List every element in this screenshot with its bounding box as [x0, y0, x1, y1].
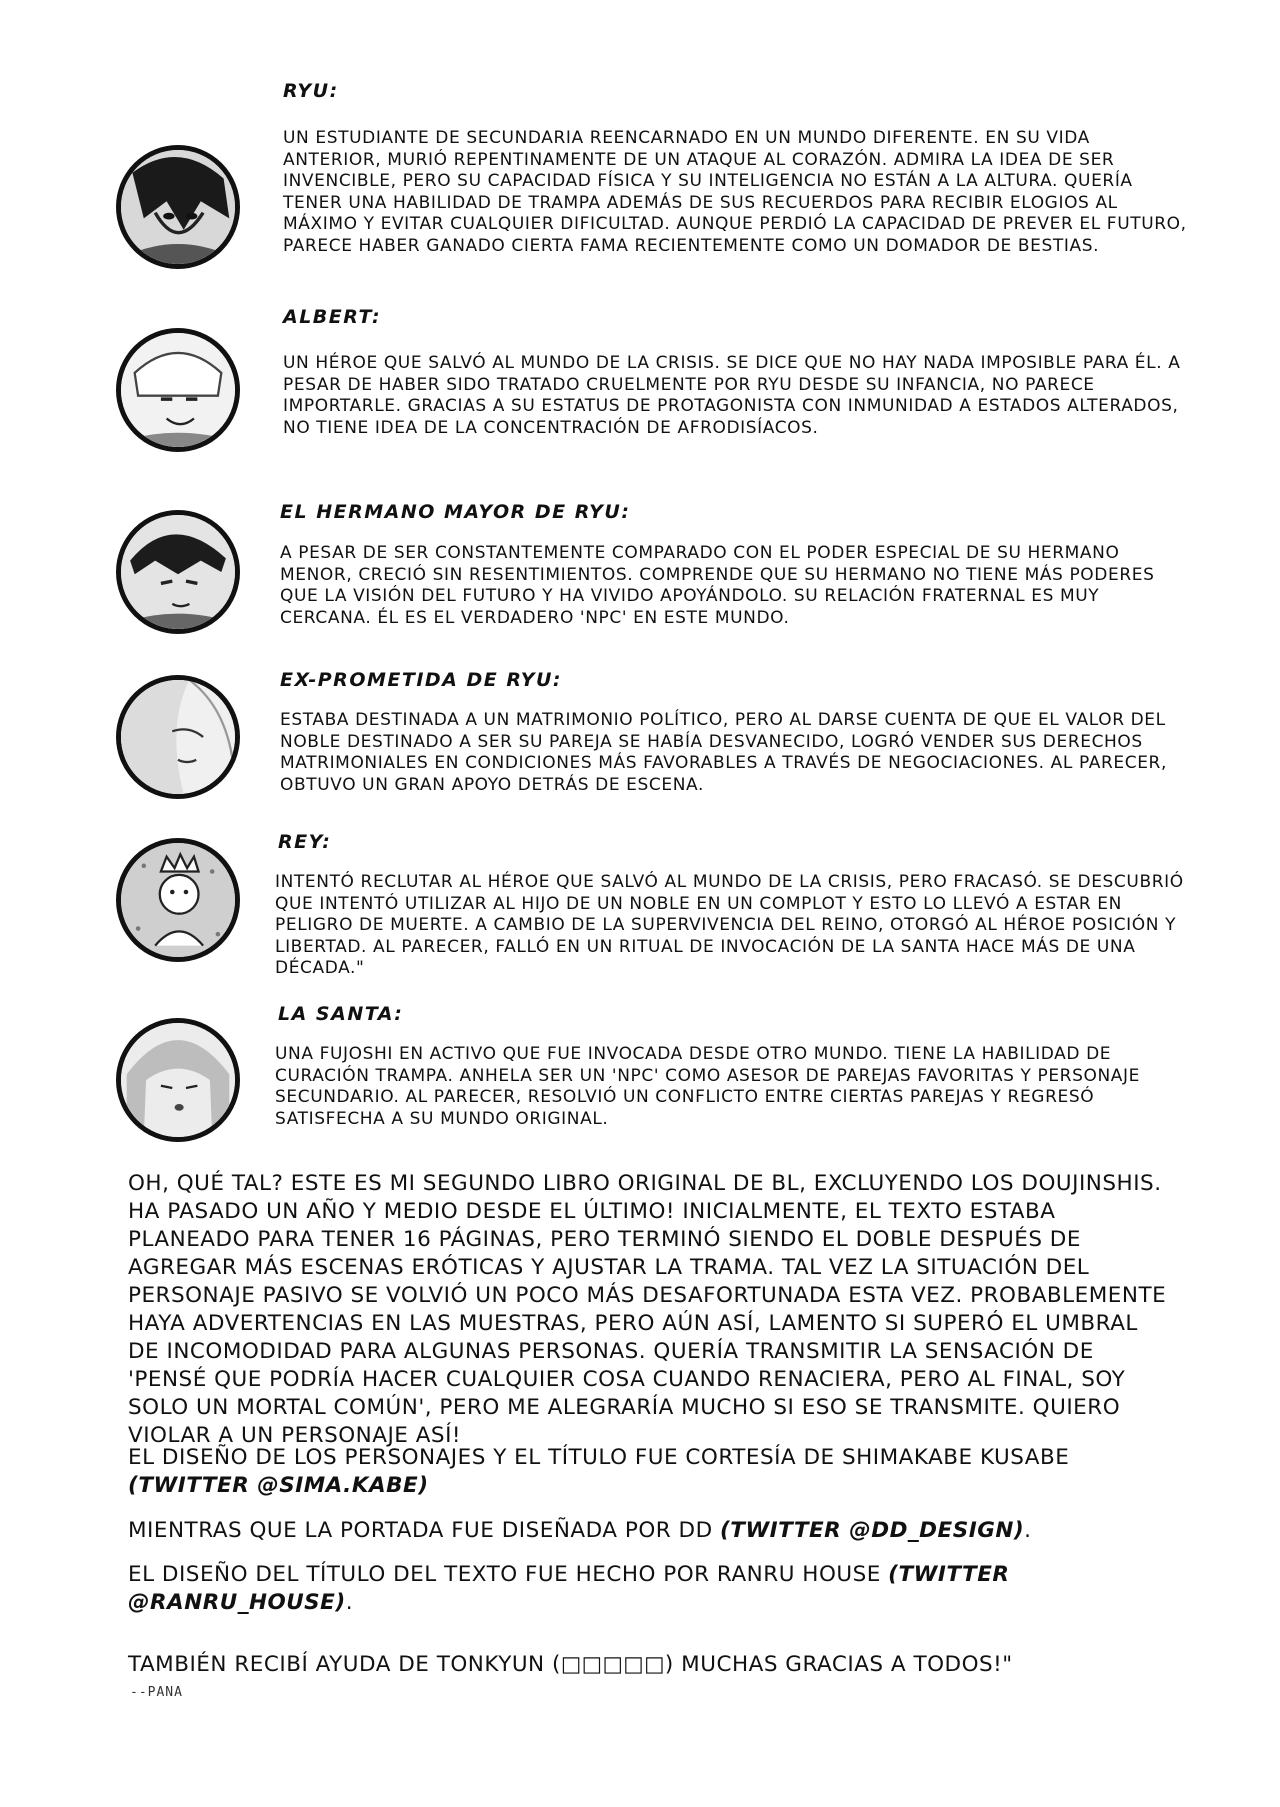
character-description: ESTABA DESTINADA A UN MATRIMONIO POLÍTICO, PERO AL DARSE CUENTA DE QUE EL VALOR DEL NOBLE DESTINADO A SER SU PAREJA SE HABÍA DESVANECIDO, LOGRÓ VENDER SUS DERECHOS MATRIMONIALES EN CONDICIONES MÁS FAVORABLES A TRAVÉS DE NEGOCIACIONES. AL PARECER, OBTUVO UN GRAN APOYO DETRÁS DE ESCENA.: [280, 710, 1167, 795]
twitter-handle: (TWITTER @SIMA.KABE): [128, 1473, 429, 1498]
portrait-albert-icon: [116, 328, 240, 452]
portrait-ryu-icon: [116, 145, 240, 269]
afterword-paragraph: OH, QUÉ TAL? ESTE ES MI SEGUNDO LIBRO ORIGINAL DE BL, EXCLUYENDO LOS DOUJINSHIS. HA PASADO UN AÑO Y MEDIO DESDE EL ÚLTIMO! INICIALMENTE, EL TEXTO ESTABA PLANEADO PARA TENER 16 PÁGINAS, PERO TERMINÓ SIENDO EL DOBLE DESPUÉS DE AGREGAR MÁS ESCENAS ERÓTICAS Y AJUSTAR LA TRAMA. TAL VEZ LA SITUACIÓN DEL PERSONAJE PASIVO SE VOLVIÓ UN POCO MÁS DESAFORTUNADA ESTA VEZ. PROBABLEMENTE HAYA ADVERTENCIAS EN LAS MUESTRAS, PERO AÚN ASÍ, LAMENTO SI SUPERÓ EL UMBRAL DE INCOMODIDAD PARA ALGUNAS PERSONAS. QUERÍA TRANSMITIR LA SENSACIÓN DE 'PENSÉ QUE PODRÍA HACER CUALQUIER COSA CUANDO RENACIERA, PERO AL FINAL, SOY SOLO UN MORTAL COMÚN', PERO ME ALEGRARÍA MUCHO SI ESO SE TRANSMITE. QUIERO VIOLAR A UN PERSONAJE ASÍ!: [128, 1171, 1167, 1448]
portrait-king-icon: [116, 838, 240, 962]
credit-text: MIENTRAS QUE LA PORTADA FUE DISEÑADA POR DD: [128, 1518, 720, 1543]
character-name: RYU:: [283, 80, 339, 102]
credit-text: EL DISEÑO DEL TÍTULO DEL TEXTO FUE HECHO POR RANRU HOUSE: [128, 1562, 889, 1587]
character-description: A PESAR DE SER CONSTANTEMENTE COMPARADO CON EL PODER ESPECIAL DE SU HERMANO MENOR, CRECIÓ SIN RESENTIMIENTOS. COMPRENDE QUE SU HERMANO NO TIENE MÁS PODERES QUE LA VISIÓN DEL FUTURO Y HA VIVIDO APOYÁNDOLO. SU RELACIÓN FRATERNAL ES MUY CERCANA. ÉL ES EL VERDADERO 'NPC' EN ESTE MUNDO.: [280, 543, 1155, 628]
twitter-handle: (TWITTER @DD_DESIGN): [719, 1518, 1025, 1543]
portrait-fiancee-icon: [116, 675, 240, 799]
credit-character-design: [128, 1444, 1168, 1500]
character-description: UNA FUJOSHI EN ACTIVO QUE FUE INVOCADA DESDE OTRO MUNDO. TIENE LA HABILIDAD DE CURACIÓN TRAMPA. ANHELA SER UN 'NPC' COMO ASESOR DE PAREJAS FAVORITAS Y PERSONAJE SECUNDARIO. AL PARECER, RESOLVIÓ UN CONFLICTO ENTRE CIERTAS PAREJAS Y REGRESÓ SATISFECHA A SU MUNDO ORIGINAL.: [275, 1044, 1140, 1129]
credit-end: .: [345, 1590, 354, 1615]
twitter-handle: (TWITTER @RANRU_HOUSE): [128, 1562, 1010, 1615]
character-description: INTENTÓ RECLUTAR AL HÉROE QUE SALVÓ AL MUNDO DE LA CRISIS, PERO FRACASÓ. SE DESCUBRIÓ QUE INTENTÓ UTILIZAR AL HIJO DE UN NOBLE EN UN COMPLOT Y ESTO LO LLEVÓ A ESTAR EN PELIGRO DE MUERTE. A CAMBIO DE LA SUPERVIVENCIA DEL REINO, OTORGÓ AL HÉROE POSICIÓN Y LIBERTAD. AL PARECER, FALLÓ EN UN RITUAL DE INVOCACIÓN DE LA SANTA HACE MÁS DE UNA DÉCADA.": [275, 872, 1184, 978]
portrait-saint-icon: [116, 1018, 240, 1142]
character-name: ALBERT:: [283, 306, 382, 328]
thanks-line: TAMBIÉN RECIBÍ AYUDA DE TONKYUN (□□□□□) MUCHAS GRACIAS A TODOS!": [128, 1652, 1013, 1677]
character-description: UN ESTUDIANTE DE SECUNDARIA REENCARNADO EN UN MUNDO DIFERENTE. EN SU VIDA ANTERIOR, MURIÓ REPENTINAMENTE DE UN ATAQUE AL CORAZÓN. ADMIRA LA IDEA DE SER INVENCIBLE, PERO SU CAPACIDAD FÍSICA Y SU INTELIGENCIA NO ESTÁN A LA ALTURA. QUERÍA TENER UNA HABILIDAD DE TRAMPA ADEMÁS DE SUS RECUERDOS PARA RECIBIR ELOGIOS AL MÁXIMO Y EVITAR CUALQUIER DIFICULTAD. AUNQUE PERDIÓ LA CAPACIDAD DE PREVER EL FUTURO, PARECE HABER GANADO CIERTA FAMA RECIENTEMENTE COMO UN DOMADOR DE BESTIAS.: [283, 128, 1187, 256]
portrait-brother-icon: [116, 510, 240, 634]
credit-text: EL DISEÑO DE LOS PERSONAJES Y EL TÍTULO FUE CORTESÍA DE SHIMAKABE KUSABE: [128, 1445, 1070, 1470]
character-name: EX-PROMETIDA DE RYU:: [280, 669, 563, 691]
credit-title-design: [128, 1561, 1168, 1617]
character-name: REY:: [278, 831, 332, 853]
credit-end: .: [1024, 1518, 1032, 1543]
character-name: LA SANTA:: [278, 1003, 404, 1025]
signature: --PANA: [130, 1685, 183, 1700]
credit-cover-design: [128, 1517, 1168, 1545]
character-name: EL HERMANO MAYOR DE RYU:: [280, 501, 631, 523]
character-description: UN HÉROE QUE SALVÓ AL MUNDO DE LA CRISIS. SE DICE QUE NO HAY NADA IMPOSIBLE PARA ÉL. A PESAR DE HABER SIDO TRATADO CRUELMENTE POR RYU DESDE SU INFANCIA, NO PARECE IMPORTARLE. GRACIAS A SU ESTATUS DE PROTAGONISTA CON INMUNIDAD A ESTADOS ALTERADOS, NO TIENE IDEA DE LA CONCENTRACIÓN DE AFRODISÍACOS.: [283, 353, 1181, 438]
